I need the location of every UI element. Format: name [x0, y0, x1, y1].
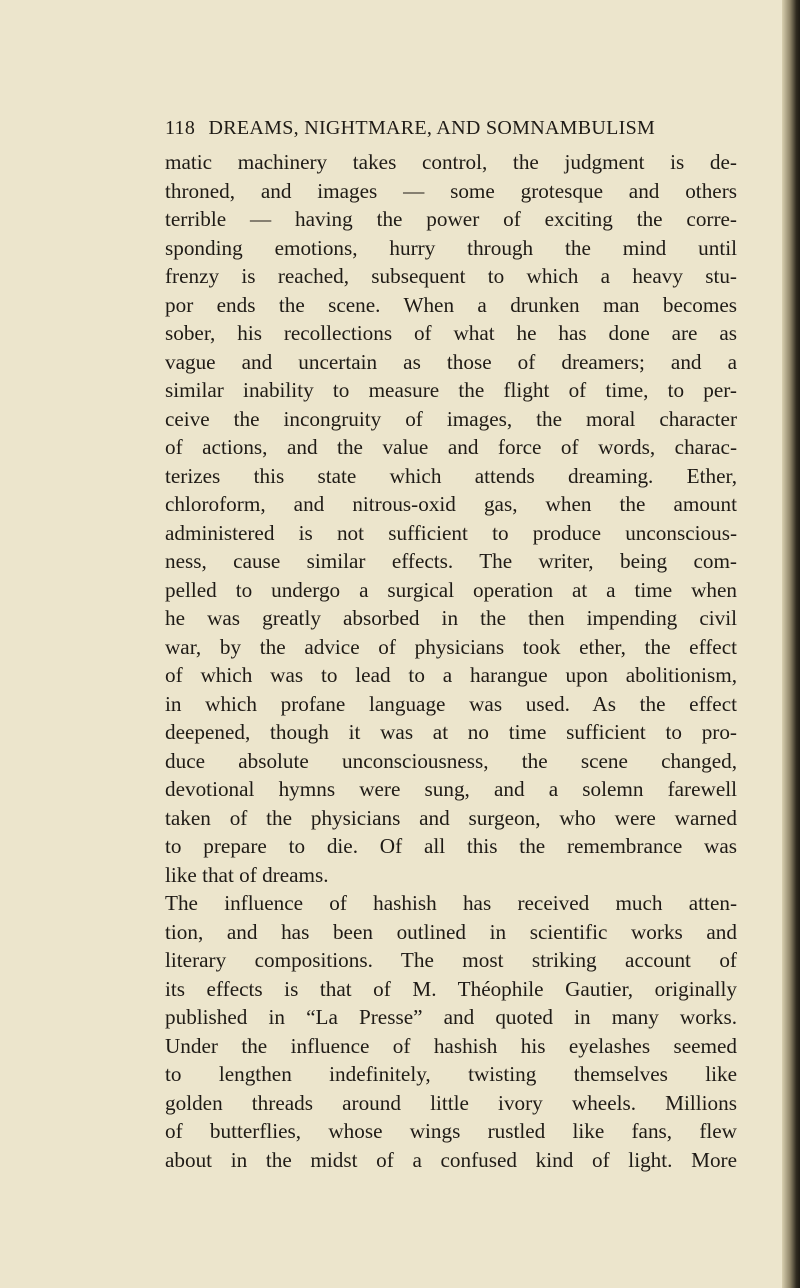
text-line: to prepare to die. Of all this the remembrance was [165, 834, 737, 858]
text-line: throned, and images — some grotesque and others [165, 178, 737, 203]
text-line: its effects is that of M. Théophile Gautier, originally [165, 976, 737, 1001]
text-line: terizes this state which attends dreaming. Ether, [165, 463, 737, 488]
text-line: similar inability to measure the flight of time, to per- [165, 378, 737, 402]
text-line: of actions, and the value and force of words, charac- [165, 435, 737, 459]
text-line: golden threads around little ivory wheels. Millions [165, 1090, 737, 1115]
text-line: vague and uncertain as those of dreamers; and a [165, 349, 737, 374]
text-line: literary compositions. The most striking account of [165, 948, 737, 972]
running-head [165, 117, 725, 140]
paragraph-1 [165, 148, 737, 889]
text-line: of butterflies, whose wings rustled like fans, flew [165, 1119, 737, 1143]
text-line: por ends the scene. When a drunken man becomes [165, 292, 737, 317]
text-line: war, by the advice of physicians took ether, the effect [165, 634, 737, 659]
text-line: frenzy is reached, subsequent to which a heavy stu- [165, 264, 737, 288]
paragraph-2 [165, 889, 737, 1174]
text-line: The influence of hashish has received much atten- [165, 891, 737, 915]
text-line: sober, his recollections of what he has done are as [165, 321, 737, 345]
text-line: about in the midst of a confused kind of light. More [165, 1147, 737, 1172]
page-edge [782, 0, 800, 1288]
page-number: 118 [165, 117, 196, 139]
text-line: of which was to lead to a harangue upon abolitionism, [165, 663, 737, 687]
text-line: devotional hymns were sung, and a solemn farewell [165, 777, 737, 801]
running-title: DREAMS, NIGHTMARE, AND SOMNAMBULISM [208, 117, 656, 139]
text-line: tion, and has been outlined in scientific works and [165, 919, 737, 944]
text-line: he was greatly absorbed in the then impending civil [165, 606, 737, 630]
text-line: pelled to undergo a surgical operation at a time when [165, 577, 737, 602]
text-line: matic machinery takes control, the judgment is de- [165, 150, 737, 174]
text-line: sponding emotions, hurry through the mind until [165, 235, 737, 260]
text-line: in which profane language was used. As the effect [165, 691, 737, 716]
text-line: ness, cause similar effects. The writer, being com- [165, 549, 737, 573]
text-line: ceive the incongruity of images, the moral character [165, 406, 737, 431]
text-line: deepened, though it was at no time sufficient to pro- [165, 720, 737, 744]
text-line: Under the influence of hashish his eyelashes seemed [165, 1033, 737, 1058]
text-line: published in “La Presse” and quoted in many works. [165, 1005, 737, 1029]
text-line: administered is not sufficient to produce unconscious- [165, 520, 737, 545]
text-line: duce absolute unconsciousness, the scene changed, [165, 748, 737, 773]
text-line: chloroform, and nitrous-oxid gas, when the amount [165, 492, 737, 516]
text-line: terrible — having the power of exciting the corre- [165, 207, 737, 231]
text-line: to lengthen indefinitely, twisting themselves like [165, 1062, 737, 1086]
body-text [165, 148, 737, 1174]
text-line: taken of the physicians and surgeon, who were warned [165, 805, 737, 830]
text-line: like that of dreams. [165, 862, 329, 887]
